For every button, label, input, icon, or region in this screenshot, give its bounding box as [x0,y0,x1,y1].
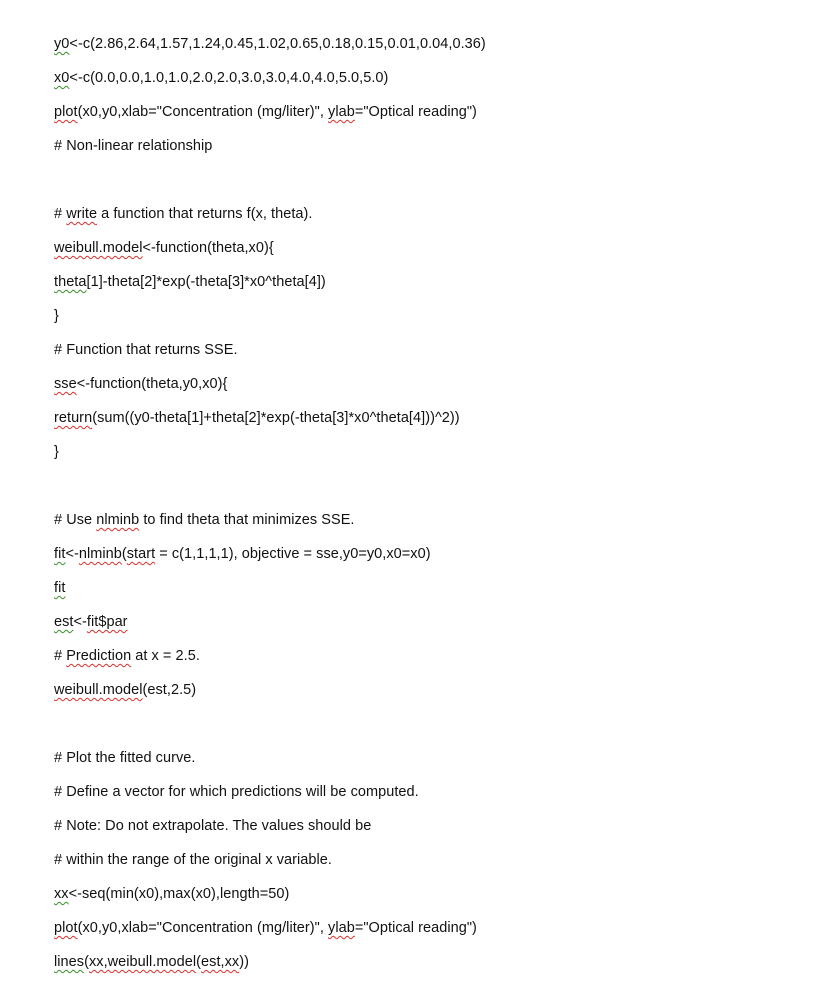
spelling-flagged-word: nlminb [96,512,140,528]
code-line [54,850,332,870]
code-text: # Note: Do not extrapolate. The values should be [54,818,372,834]
code-line [54,204,313,224]
spelling-flagged-word: plot [54,104,78,120]
code-text: <- [65,546,79,562]
code-text: (x0,y0,xlab="Concentration (mg/liter)", [77,104,329,120]
code-text: )) [239,954,249,970]
spelling-flagged-word: nlminb [78,546,122,562]
code-line [54,306,59,326]
spelling-flagged-word: plot [54,920,78,936]
code-text: ="Optical reading") [354,920,477,936]
spelling-flagged-word: ylab [328,920,355,936]
code-text: # Plot the fitted curve. [54,750,196,766]
code-text: to find theta that minimizes SSE. [139,512,355,528]
code-text: <-seq(min(x0),max(x0),length=50) [68,886,290,902]
code-line [54,952,249,972]
spelling-flagged-word: Prediction [66,648,132,664]
code-text: (sum((y0-theta[1]+theta[2]*exp(-theta[3]*x0^theta[4]))^2)) [92,410,460,426]
spelling-flagged-word: xx,weibull.model [88,954,197,970]
code-text: (est,2.5) [142,682,197,698]
code-text: = c(1,1,1,1), objective = sse,y0=y0,x0=x0) [155,546,431,562]
code-text: # Define a vector for which predictions will be computed. [54,784,419,800]
code-text: } [54,308,59,324]
code-text: # Non-linear relationship [54,138,213,154]
spelling-flagged-word: weibull.model [54,682,143,698]
code-text: <- [73,614,87,630]
code-text: at x = 2.5. [131,648,200,664]
code-text: (x0,y0,xlab="Concentration (mg/liter)", [77,920,329,936]
code-text: <-c(2.86,2.64,1.57,1.24,0.45,1.02,0.65,0.18,0.15,0.01,0.04,0.36) [69,36,486,52]
code-line [54,612,128,632]
code-line [54,136,212,156]
code-text: # within the range of the original x variable. [54,852,332,868]
spelling-flagged-word: ylab [328,104,355,120]
grammar-flagged-word: fit [54,580,66,596]
code-line [54,102,477,122]
code-text: ( [196,954,202,970]
grammar-flagged-word: fit [54,546,66,562]
code-line [54,374,227,394]
spelling-flagged-word: sse [54,376,77,392]
code-line [54,578,65,598]
code-line [54,544,431,564]
code-line [54,646,200,666]
code-text: <-function(theta,y0,x0){ [76,376,228,392]
code-line [54,884,289,904]
code-text: ( [84,954,89,970]
code-text: # [54,648,67,664]
spelling-flagged-word: fit$par [86,614,128,630]
grammar-flagged-word: theta [54,274,87,290]
code-line [54,782,419,802]
code-text: [1]-theta[2]*exp(-theta[3]*x0^theta[4]) [86,274,326,290]
code-line [54,748,195,768]
code-text: # Use [54,512,97,528]
code-text: ( [121,546,127,562]
code-line [54,510,355,530]
code-line [54,68,388,88]
code-line [54,34,486,54]
code-text: a function that returns f(x, theta). [97,206,313,222]
grammar-flagged-word: xx [54,886,69,902]
code-text: # [54,206,67,222]
code-text: # Function that returns SSE. [54,342,238,358]
code-text: } [54,444,59,460]
grammar-flagged-word: est [54,614,74,630]
grammar-flagged-word: y0 [54,36,70,52]
code-text: ="Optical reading") [354,104,477,120]
spelling-flagged-word: est,xx [201,954,240,970]
spelling-flagged-word: start [126,546,156,562]
spelling-flagged-word: weibull.model [54,240,143,256]
code-text: <-c(0.0,0.0,1.0,1.0,2.0,2.0,3.0,3.0,4.0,4.0,5.0,5.0) [69,70,389,86]
code-line [54,816,371,836]
code-line [54,680,196,700]
code-line [54,918,477,938]
code-line [54,238,274,258]
code-line [54,408,460,428]
grammar-flagged-word: x0 [54,70,70,86]
code-line [54,272,326,292]
spelling-flagged-word: return [54,410,93,426]
code-text: <-function(theta,x0){ [142,240,274,256]
code-line [54,340,238,360]
grammar-flagged-word: lines [54,954,85,970]
spelling-flagged-word: write [66,206,98,222]
code-line [54,442,59,462]
